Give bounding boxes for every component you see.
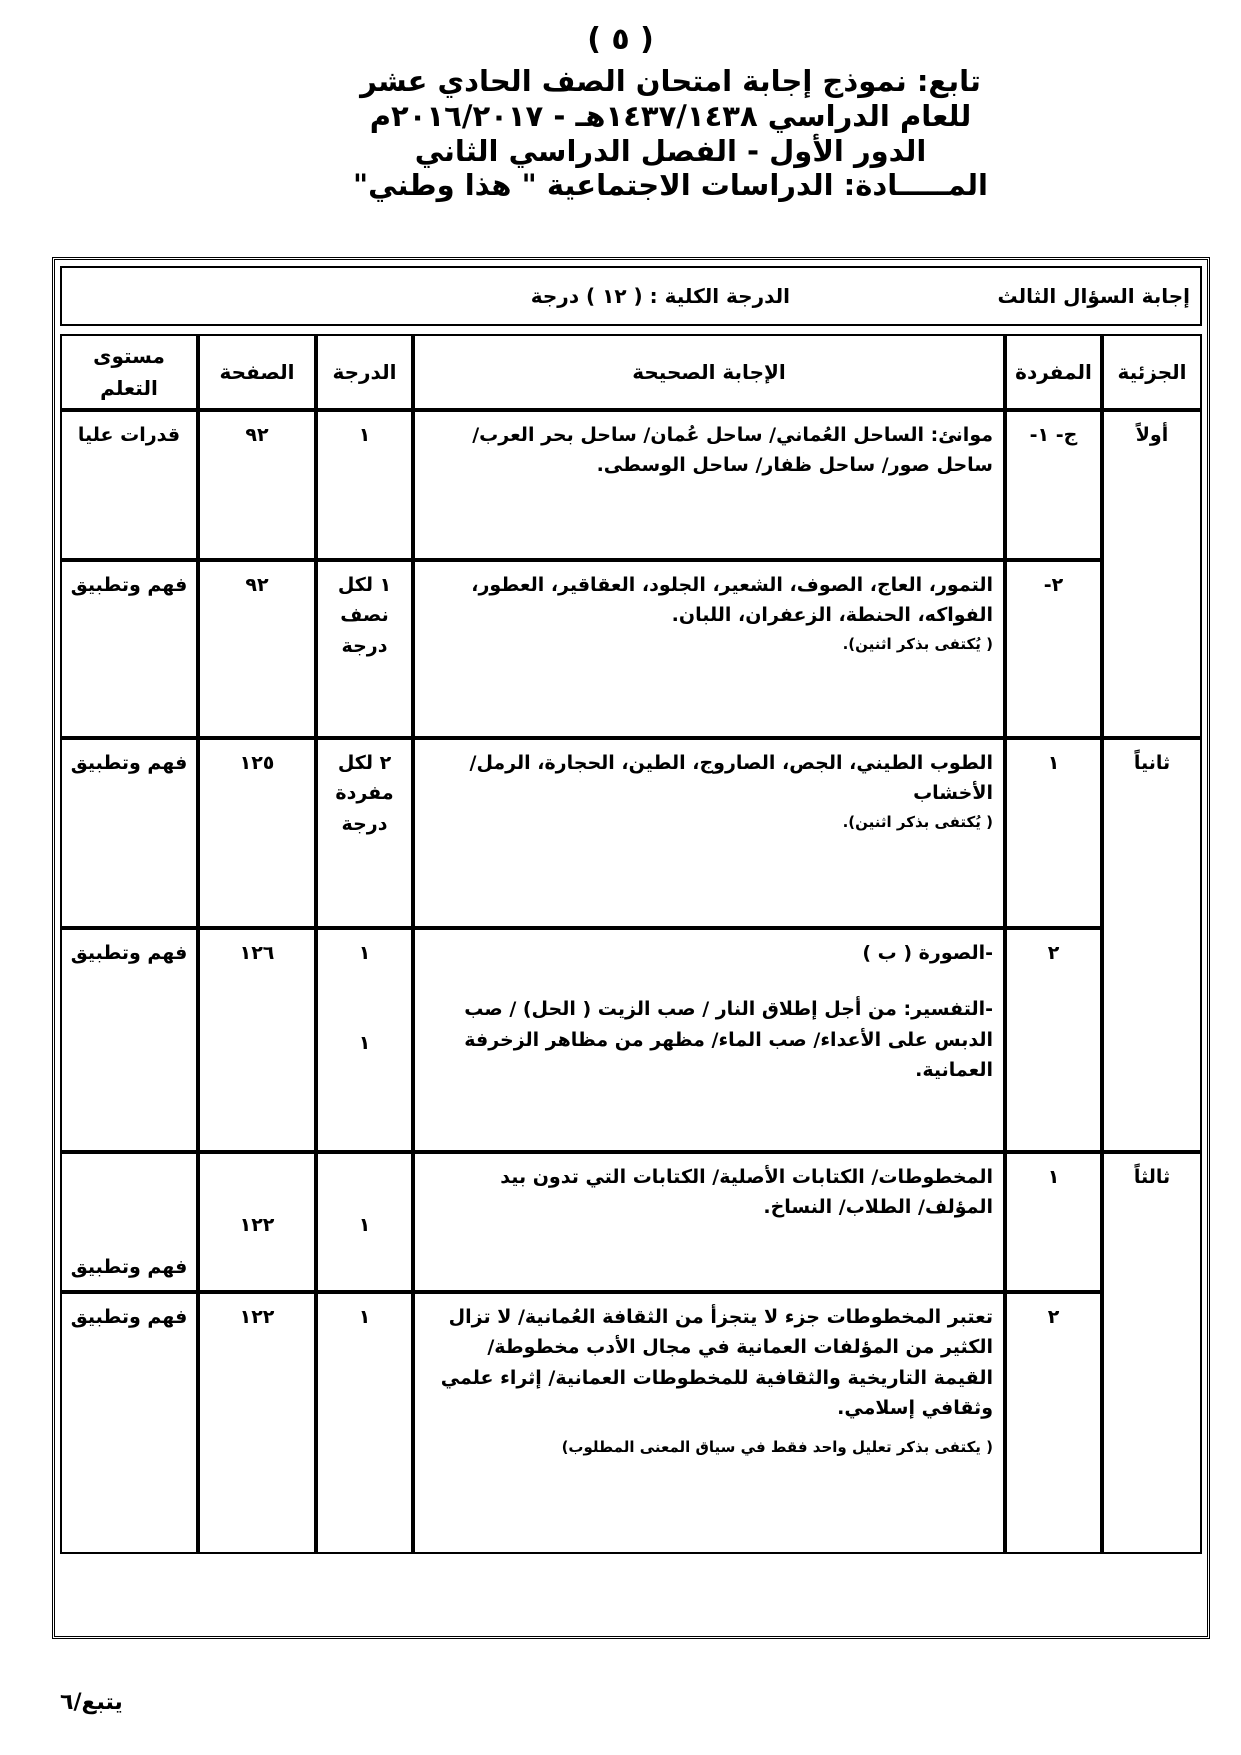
item-cell: ج- ١-	[1005, 410, 1102, 560]
answer-note: ( يكتفى بذكر تعليل واحد فقط في سياق المعنى المطلوب)	[561, 1437, 993, 1456]
part-cell: ثانياً	[1102, 738, 1202, 1152]
page-cell: ١٢٢	[198, 1292, 316, 1554]
answer-cell	[413, 560, 1005, 738]
level-cell: فهم وتطبيق	[60, 1152, 198, 1292]
degree-cell: ١	[316, 410, 413, 560]
table-row	[60, 560, 1202, 738]
col-header-answer: الإجابة الصحيحة	[413, 334, 1005, 410]
answer-text: تعتبر المخطوطات جزء لا يتجزأ من الثقافة العُمانية/ لا تزال الكثير من المؤلفات العمانية في مجال الأدب مخطوطة/ القيمة التاريخية والثقافية للمخطوطات العمانية/ إثراء علمي وثقافي إسلامي.	[440, 1306, 993, 1420]
item-cell: ٢	[1005, 1292, 1102, 1554]
answer-note: ( يُكتفى بذكر اثنين).	[842, 634, 993, 653]
degree-cell: ١ لكل نصف درجة	[316, 560, 413, 738]
exam-title: تابع: نموذج إجابة امتحان الصف الحادي عشر	[360, 64, 981, 98]
page-header	[0, 22, 1241, 203]
item-cell: ١	[1005, 1152, 1102, 1292]
question-summary-row	[60, 266, 1202, 326]
table-header-row	[60, 334, 1202, 410]
answer-text: المخطوطات/ الكتابات الأصلية/ الكتابات التي تدون بيد المؤلف/ الطلاب/ النساخ.	[500, 1166, 993, 1219]
degree-cell: ٢ لكل مفردة درجة	[316, 738, 413, 928]
level-cell: قدرات عليا	[60, 410, 198, 560]
table-row	[60, 1152, 1202, 1292]
answer-cell	[413, 1152, 1005, 1292]
col-header-part: الجزئية	[1102, 334, 1202, 410]
subject-title: المـــــادة: الدراسات الاجتماعية " هذا وطني"	[353, 168, 988, 203]
degree-cell: ١	[316, 1152, 413, 1292]
total-grade: الدرجة الكلية : ( ١٢ ) درجة	[530, 284, 790, 308]
answer-text: -الصورة ( ب )	[862, 942, 993, 964]
level-cell: فهم وتطبيق	[60, 928, 198, 1152]
col-header-level: مستوى التعلم	[60, 334, 198, 410]
item-cell: ٢	[1005, 928, 1102, 1152]
table-row	[60, 1292, 1202, 1554]
answer-text: موانئ: الساحل العُماني/ ساحل عُمان/ ساحل بحر العرب/ ساحل صور/ ساحل ظفار/ ساحل الوسطى.	[472, 424, 993, 477]
table-row	[60, 928, 1202, 1152]
answer-text: التمور، العاج، الصوف، الشعير، الجلود، العقاقير، العطور، الفواكه، الحنطة، الزعفران، اللبان.	[471, 574, 993, 627]
page-cell: ١٢٢	[198, 1152, 316, 1292]
page-cell: ٩٢	[198, 560, 316, 738]
answer-note: ( يُكتفى بذكر اثنين).	[842, 812, 993, 831]
exam-session: الدور الأول - الفصل الدراسي الثاني	[414, 133, 927, 168]
question-heading: إجابة السؤال الثالث	[997, 284, 1190, 308]
level-cell: فهم وتطبيق	[60, 1292, 198, 1554]
academic-year: للعام الدراسي ١٤٣٧/١٤٣٨هـ - ٢٠١٦/٢٠١٧م	[369, 98, 972, 133]
table-row	[60, 738, 1202, 928]
degree-value-2: ١	[358, 1032, 371, 1055]
page-cell: ٩٢	[198, 410, 316, 560]
col-header-item: المفردة	[1005, 334, 1102, 410]
answer-text: الطوب الطيني، الجص، الصاروج، الطين، الحجارة، الرمل/ الأخشاب	[469, 752, 993, 805]
col-header-degree: الدرجة	[316, 334, 413, 410]
answer-text-2: -التفسير: من أجل إطلاق النار / صب الزيت ( الحل) / صب الدبس على الأعداء/ صب الماء/ مظهر من مظاهر الزخرفة العمانية.	[464, 998, 993, 1082]
page-cell: ١٢٦	[198, 928, 316, 1152]
item-cell: ٢-	[1005, 560, 1102, 738]
continue-note: يتبع/٦	[60, 1690, 123, 1715]
answer-table	[60, 334, 1202, 1554]
part-cell: أولاً	[1102, 410, 1202, 738]
degree-cell	[316, 928, 413, 1152]
answer-cell	[413, 738, 1005, 928]
degree-cell: ١	[316, 1292, 413, 1554]
page-cell: ١٢٥	[198, 738, 316, 928]
col-header-page: الصفحة	[198, 334, 316, 410]
answer-cell	[413, 1292, 1005, 1554]
answer-cell	[413, 928, 1005, 1152]
level-cell: فهم وتطبيق	[60, 738, 198, 928]
level-cell: فهم وتطبيق	[60, 560, 198, 738]
item-cell: ١	[1005, 738, 1102, 928]
table-row	[60, 410, 1202, 560]
degree-value: ١	[358, 942, 371, 964]
answer-cell	[413, 410, 1005, 560]
page-number: ( ٥ )	[587, 22, 654, 57]
part-cell: ثالثاً	[1102, 1152, 1202, 1554]
